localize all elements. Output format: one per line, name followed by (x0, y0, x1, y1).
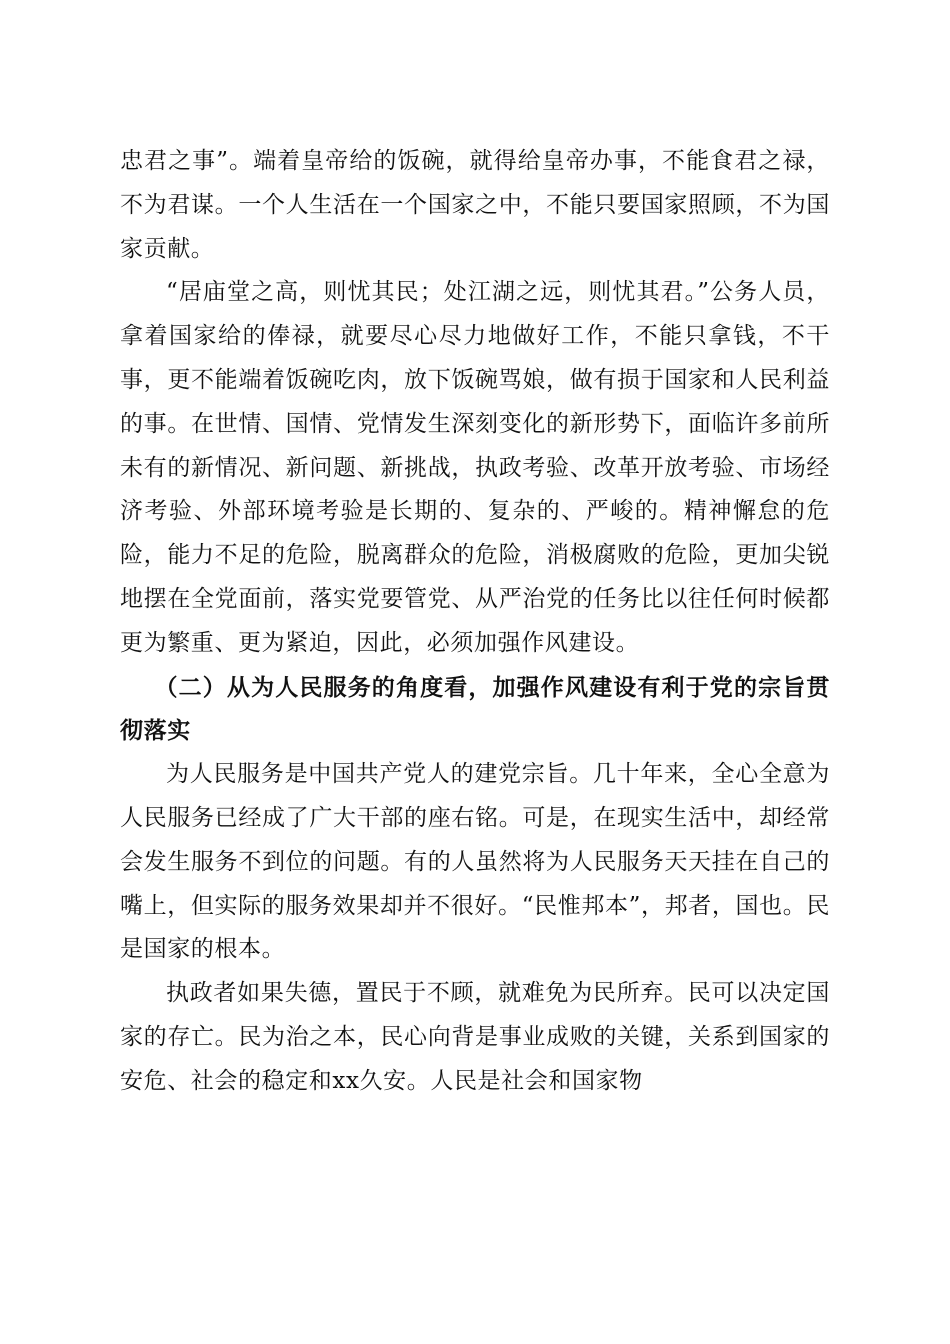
section-heading: （二）从为人民服务的角度看，加强作风建设有利于党的宗旨贯彻落实 (120, 673, 830, 745)
paragraph-serve-people: 为人民服务是中国共产党人的建党宗旨。几十年来，全心全意为人民服务已经成了广大干部的座右铭。可是，在现实生活中，却经常会发生服务不到位的问题。有的人虽然将为人民服务天天挂在自己的嘴上，但实际的服务效果却并不很好。“民惟邦本”，邦者，国也。民是国家的根本。 (120, 761, 830, 963)
document-body (120, 140, 830, 1104)
paragraph-continuation: 忠君之事”。端着皇帝给的饭碗，就得给皇帝办事，不能食君之禄，不为君谋。一个人生活在一个国家之中，不能只要国家照顾，不为国家贡献。 (120, 148, 830, 262)
paragraph-quote-duty: “居庙堂之高，则忧其民；处江湖之远，则忧其君。”公务人员，拿着国家给的俸禄，就要尽心尽力地做好工作，不能只拿钱，不干事，更不能端着饭碗吃肉，放下饭碗骂娘，做有损于国家和人民利益的事。在世情、国情、党情发生深刻变化的新形势下，面临许多前所未有的新情况、新问题、新挑战，执政考验、改革开放考验、市场经济考验、外部环境考验是长期的、复杂的、严峻的。精神懈怠的危险，能力不足的危险，脱离群众的危险，消极腐败的危险，更加尖锐地摆在全党面前，落实党要管党、从严治党的任务比以往任何时候都更为繁重、更为紧迫，因此，必须加强作风建设。 (120, 279, 830, 656)
paragraph-governance: 执政者如果失德，置民于不顾，就难免为民所弃。民可以决定国家的存亡。民为治之本，民心向背是事业成败的关键，关系到国家的安危、社会的稳定和xx久安。人民是社会和国家物 (120, 980, 830, 1094)
